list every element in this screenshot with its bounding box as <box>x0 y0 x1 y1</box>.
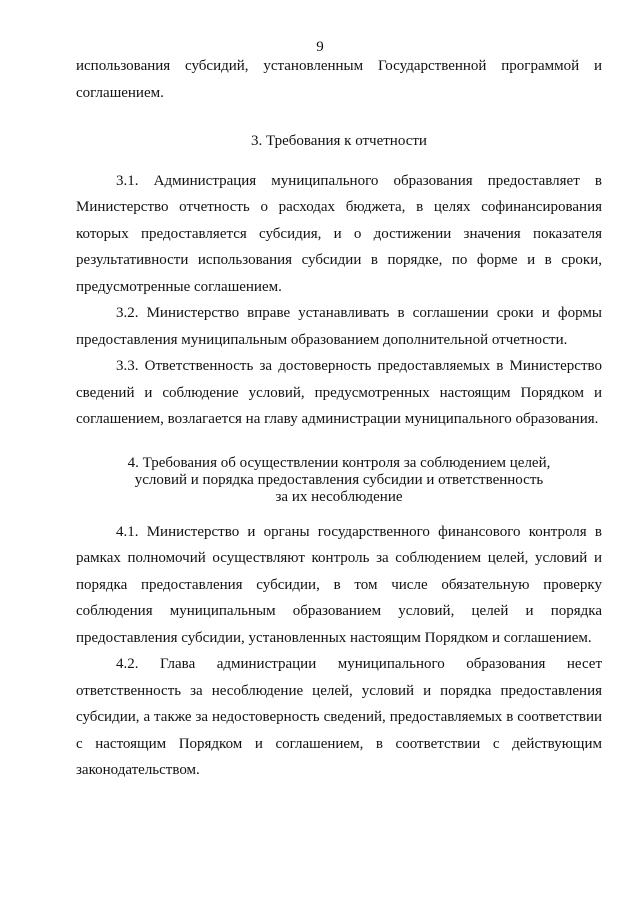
page-number: 9 <box>316 39 324 55</box>
section-4-heading-line-2: условий и порядка предоставления субсидии и ответственность <box>134 471 544 488</box>
paragraph-3-2: 3.2. Министерство вправе устанавливать в соглашении сроки и формы предоставления муниципальным образованием дополнительной отчетности. <box>76 305 602 348</box>
section-4-heading-line-3: за их несоблюдение <box>275 488 403 505</box>
document-body <box>76 53 602 784</box>
paragraph-4-2: 4.2. Глава администрации муниципального образования несет ответственность за несоблюдение целей, условий и порядка предоставления субсидии, а также за недостоверность сведений, предоставляемых в соответствии с настоящим Порядком и соглашением, в соответствии с действующим законодательством. <box>76 656 602 778</box>
intro-paragraph-end <box>76 80 602 107</box>
paragraph-3-1: 3.1. Администрация муниципального образования предоставляет в Министерство отчетность о расходах бюджета, в целях софинансирования которых предоставляется субсидия, и о достижении значения показателя результативности использования субсидии в порядке, по форме и в сроки, предусмотренные соглашением. <box>76 172 602 295</box>
section-4-heading-line-1: 4. Требования об осуществлении контроля за соблюдением целей, <box>127 454 551 471</box>
section-4-heading <box>76 455 602 506</box>
section-3-heading: 3. Требования к отчетности <box>251 133 427 149</box>
paragraph-4-1: 4.1. Министерство и органы государственного финансового контроля в рамках полномочий осуществляют контроль за соблюдением целей, условий и порядка предоставления субсидии, в том числе обязательную проверку соблюдения муниципальным образованием условий, целей и порядка предоставления субсидии, установленных настоящим Порядком и соглашением. <box>76 523 602 646</box>
paragraph-3-3: 3.3. Ответственность за достоверность предоставляемых в Министерство сведений и соблюдение условий, предусмотренных настоящим Порядком и соглашением, возлагается на главу администрации муниципального образования. <box>76 358 602 427</box>
intro-paragraph <box>76 53 602 80</box>
intro-line-1: использования субсидий, установленным Государственной программой и <box>76 58 602 74</box>
intro-line-2: соглашением. <box>76 84 164 101</box>
